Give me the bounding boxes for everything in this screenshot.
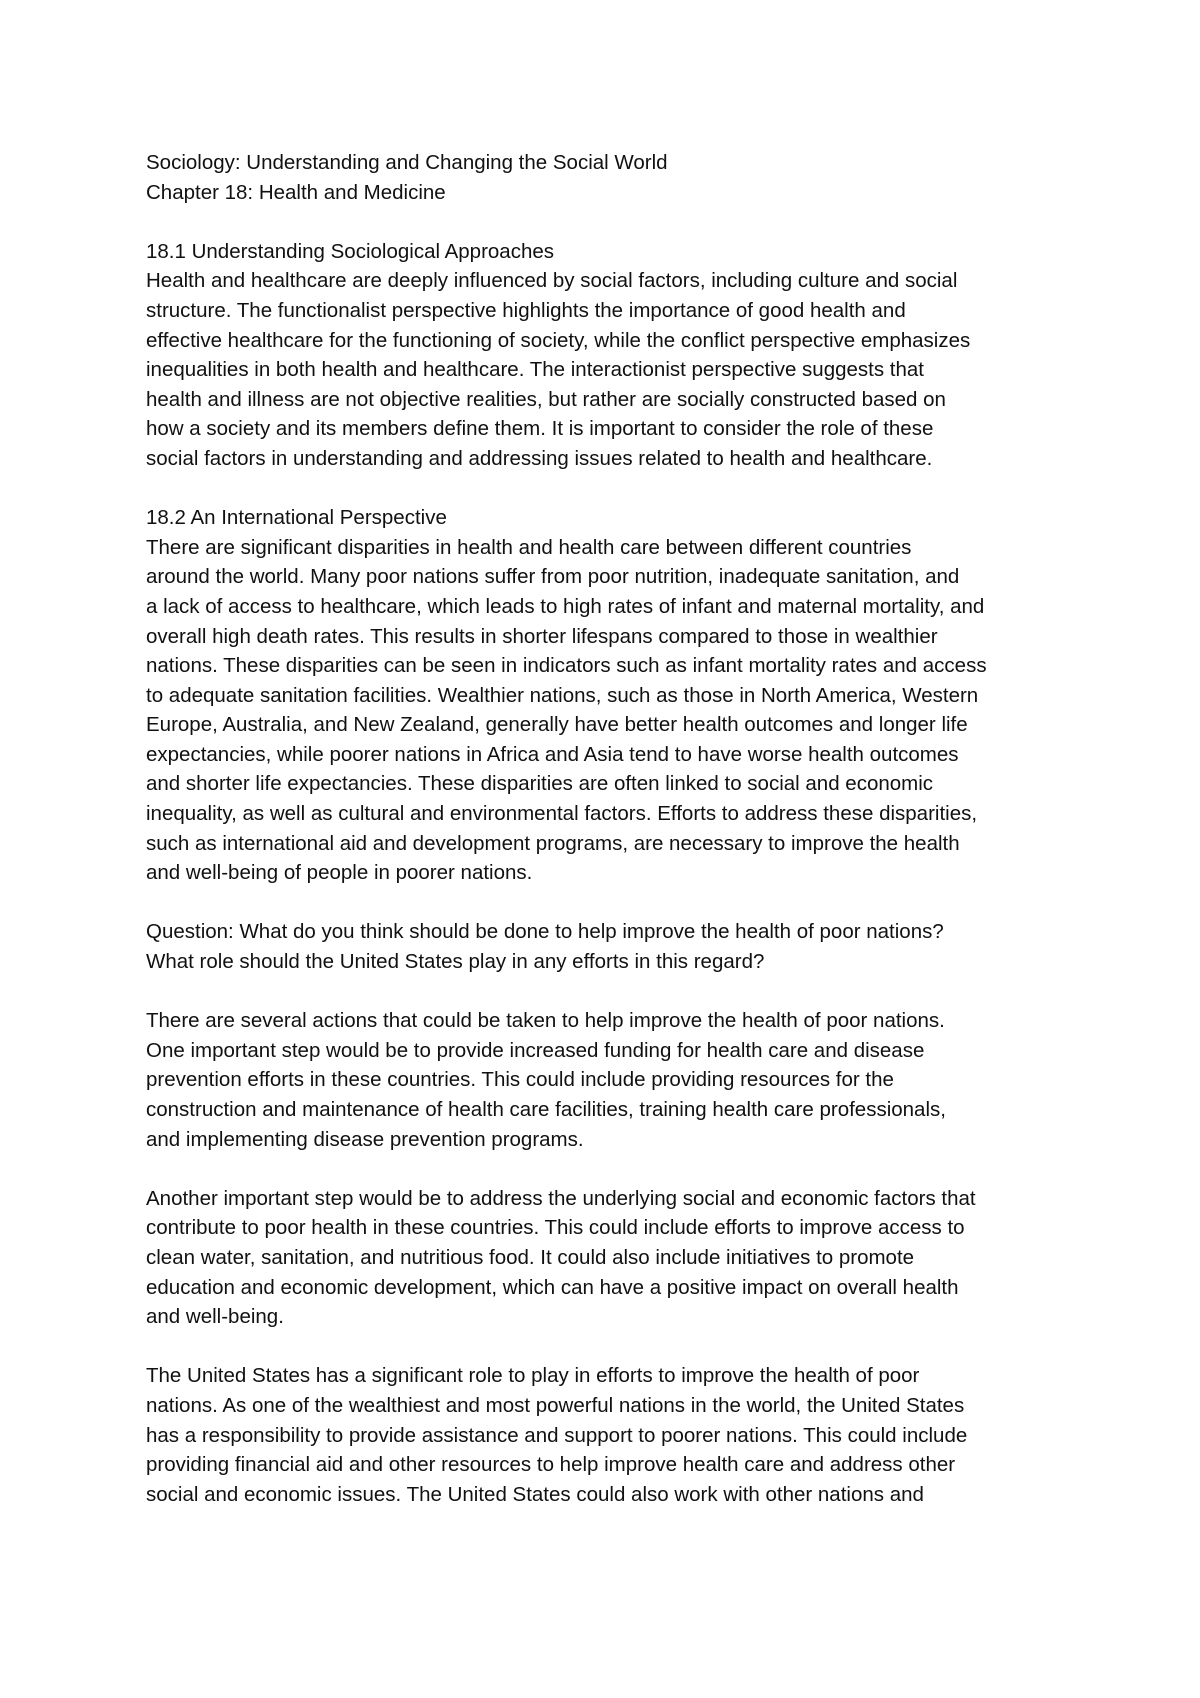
paragraph-line: nations. As one of the wealthiest and most powerful nations in the world, the United States [146,1393,965,1417]
paragraph-line: has a responsibility to provide assistance and support to poorer nations. This could include [146,1423,968,1447]
question-line: Question: What do you think should be done to help improve the health of poor nations? [146,920,944,944]
paragraph-line: a lack of access to healthcare, which leads to high rates of infant and maternal mortality, and [146,594,985,618]
paragraph-line: structure. The functionalist perspective highlights the importance of good health and [146,298,906,322]
chapter-title: Chapter 18: Health and Medicine [146,180,446,204]
paragraph-line: nations. These disparities can be seen in indicators such as infant mortality rates and access [146,654,987,678]
paragraph-line: how a society and its members define them. It is important to consider the role of these [146,417,934,441]
section-18-2 [146,503,1076,888]
paragraph-line: There are significant disparities in health and health care between different countries [146,535,912,559]
paragraph-line: inequalities in both health and healthcare. The interactionist perspective suggests that [146,358,924,382]
document-body [146,148,1076,1539]
paragraph-line: overall high death rates. This results in shorter lifespans compared to those in wealthier [146,624,938,648]
document-title-block [146,148,1076,207]
paragraph-line: Another important step would be to address the underlying social and economic factors that [146,1186,976,1210]
paragraph-line: and implementing disease prevention programs. [146,1127,584,1151]
paragraph-line: effective healthcare for the functioning of society, while the conflict perspective emphasizes [146,328,971,352]
paragraph-line: social factors in understanding and addressing issues related to health and healthcare. [146,446,933,470]
paragraph-line: health and illness are not objective realities, but rather are socially constructed based on [146,387,946,411]
paragraph-line: and shorter life expectancies. These disparities are often linked to social and economic [146,772,934,796]
paragraph-line: There are several actions that could be taken to help improve the health of poor nations. [146,1009,945,1033]
section-heading: 18.1 Understanding Sociological Approaches [146,239,554,263]
paragraph-line: and well-being of people in poorer nations. [146,861,533,885]
paragraph-line: social and economic issues. The United States could also work with other nations and [146,1482,924,1506]
answer-paragraph-3 [146,1361,1076,1509]
paragraph-line: and well-being. [146,1305,284,1329]
book-title: Sociology: Understanding and Changing the Social World [146,151,668,174]
paragraph-line: prevention efforts in these countries. This could include providing resources for the [146,1068,894,1092]
question-line: What role should the United States play in any efforts in this regard? [146,950,765,974]
paragraph-line: education and economic development, which can have a positive impact on overall health [146,1275,959,1299]
paragraph-line: clean water, sanitation, and nutritious food. It could also include initiatives to promote [146,1245,915,1269]
section-18-1 [146,237,1076,474]
answer-paragraph-2 [146,1184,1076,1332]
paragraph-line: to adequate sanitation facilities. Wealthier nations, such as those in North America, Western [146,683,979,707]
question-paragraph [146,917,1076,976]
paragraph-line: around the world. Many poor nations suffer from poor nutrition, inadequate sanitation, and [146,565,960,589]
paragraph-line: such as international aid and development programs, are necessary to improve the health [146,831,960,855]
answer-paragraph-1 [146,1006,1076,1154]
section-heading: 18.2 An International Perspective [146,506,447,530]
paragraph-line: One important step would be to provide increased funding for health care and disease [146,1038,925,1062]
paragraph-line: Europe, Australia, and New Zealand, generally have better health outcomes and longer life [146,713,968,737]
paragraph-line: Health and healthcare are deeply influenced by social factors, including culture and social [146,269,958,293]
paragraph-line: expectancies, while poorer nations in Africa and Asia tend to have worse health outcomes [146,742,959,766]
paragraph-line: providing financial aid and other resources to help improve health care and address other [146,1453,956,1477]
paragraph-line: inequality, as well as cultural and environmental factors. Efforts to address these disparities, [146,802,978,826]
paragraph-line: construction and maintenance of health care facilities, training health care professionals, [146,1098,946,1121]
paragraph-line: The United States has a significant role to play in efforts to improve the health of poor [146,1364,920,1388]
paragraph-line: contribute to poor health in these countries. This could include efforts to improve access to [146,1216,965,1240]
